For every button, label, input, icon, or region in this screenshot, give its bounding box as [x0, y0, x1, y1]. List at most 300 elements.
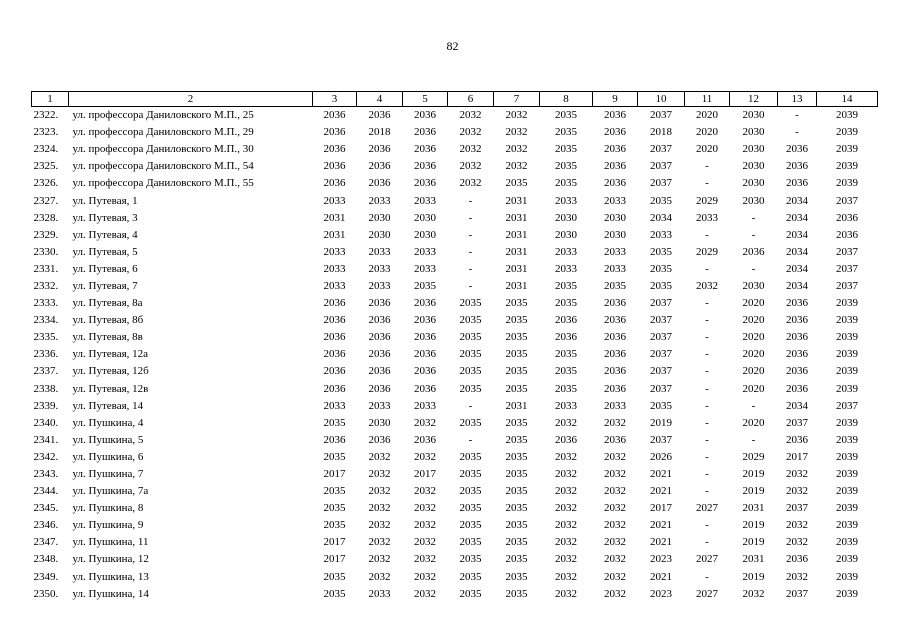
year-cell: - [705, 348, 709, 361]
year-cell: 2035 [459, 450, 482, 463]
year-cell: 2036 [604, 348, 626, 361]
year-cell: 2032 [604, 468, 626, 481]
year-cell: - [705, 450, 709, 463]
year-cell: 2035 [604, 279, 626, 292]
year-cell: 2036 [604, 143, 626, 156]
year-cell: 2036 [786, 365, 808, 378]
table-row [32, 398, 878, 415]
year-cell: 2032 [368, 485, 391, 498]
table-row [32, 586, 878, 603]
year-cell: 2036 [414, 297, 436, 310]
year-cell: 2033 [368, 587, 391, 600]
year-cell: 2032 [555, 485, 577, 498]
year-cell: 2035 [650, 262, 672, 275]
year-cell: 2036 [414, 365, 436, 378]
year-cell: - [468, 433, 473, 446]
year-cell: 2035 [505, 587, 528, 600]
address-cell: ул. Пушкина, 14 [72, 587, 149, 600]
row-number: 2325. [33, 160, 59, 173]
year-cell: 2020 [742, 297, 765, 310]
year-cell: 2035 [505, 297, 528, 310]
year-cell: 2018 [650, 126, 672, 139]
row-number: 2327. [33, 194, 59, 207]
year-cell: 2030 [604, 228, 626, 241]
year-cell: 2030 [414, 228, 436, 241]
year-cell: - [705, 160, 709, 173]
year-cell: 2036 [368, 331, 391, 344]
address-cell: ул. Пушкина, 11 [72, 536, 149, 549]
address-cell: ул. Пушкина, 13 [72, 570, 149, 583]
year-cell: 2036 [323, 126, 346, 139]
year-cell: 2030 [742, 194, 765, 207]
year-cell: 2032 [414, 553, 436, 566]
year-cell: 2039 [836, 126, 858, 139]
year-cell: 2033 [414, 194, 436, 207]
address-cell: ул. профессора Даниловского М.П., 55 [72, 177, 254, 190]
year-cell: 2033 [323, 279, 346, 292]
year-cell: 2035 [505, 502, 528, 515]
year-cell: 2036 [368, 314, 391, 327]
table-row [32, 312, 878, 329]
year-cell: 2036 [414, 126, 436, 139]
year-cell: 2039 [836, 536, 858, 549]
year-cell: 2035 [323, 570, 346, 583]
year-cell: 2035 [555, 177, 577, 190]
address-cell: ул. Пушкина, 8 [72, 502, 144, 515]
register-table [31, 91, 878, 603]
year-cell: 2031 [505, 228, 528, 241]
year-cell: 2021 [650, 468, 672, 481]
year-cell: 2032 [368, 468, 391, 481]
year-cell: 2036 [414, 382, 436, 395]
year-cell: 2032 [368, 553, 391, 566]
year-cell: 2036 [323, 109, 346, 122]
year-cell: 2035 [459, 297, 482, 310]
table-row [32, 329, 878, 346]
year-cell: - [751, 228, 756, 241]
year-cell: 2036 [604, 365, 626, 378]
year-cell: 2033 [555, 245, 577, 258]
year-cell: 2018 [368, 126, 391, 139]
year-cell: 2030 [742, 177, 765, 190]
header-cell: 10 [638, 92, 685, 107]
year-cell: 2032 [505, 160, 528, 173]
address-cell: ул. Пушкина, 4 [72, 416, 144, 429]
year-cell: 2032 [555, 502, 577, 515]
year-cell: 2034 [786, 262, 808, 275]
year-cell: 2035 [555, 279, 577, 292]
address-cell: ул. Пушкина, 7а [72, 485, 149, 498]
page-number: 82 [446, 39, 459, 53]
year-cell: 2031 [742, 553, 765, 566]
header-cell: 12 [730, 92, 778, 107]
year-cell: 2032 [555, 587, 577, 600]
year-cell: 2035 [555, 348, 577, 361]
header-cell: 3 [313, 92, 357, 107]
year-cell: 2035 [459, 553, 482, 566]
year-cell: 2037 [650, 382, 672, 395]
year-cell: 2036 [604, 382, 626, 395]
year-cell: 2035 [459, 570, 482, 583]
year-cell: 2033 [323, 245, 346, 258]
year-cell: 2032 [555, 450, 577, 463]
year-cell: 2036 [368, 433, 391, 446]
year-cell: 2035 [505, 519, 528, 532]
year-cell: 2035 [650, 399, 672, 412]
year-cell: - [705, 228, 709, 241]
row-number: 2341. [33, 433, 59, 446]
year-cell: 2035 [505, 570, 528, 583]
year-cell: 2035 [459, 519, 482, 532]
year-cell: 2031 [505, 194, 528, 207]
year-cell: 2037 [650, 109, 672, 122]
year-cell: 2039 [836, 468, 858, 481]
year-cell: - [705, 177, 709, 190]
year-cell: 2032 [786, 468, 808, 481]
year-cell: 2035 [505, 553, 528, 566]
year-cell: - [468, 279, 473, 292]
address-cell: ул. Путевая, 1 [72, 194, 138, 207]
year-cell: 2035 [414, 279, 436, 292]
year-cell: 2020 [742, 348, 765, 361]
year-cell: 2036 [368, 348, 391, 361]
year-cell: 2030 [742, 126, 765, 139]
year-cell: - [705, 416, 709, 429]
table-row [32, 261, 878, 278]
year-cell: 2035 [323, 450, 346, 463]
address-cell: ул. Пушкина, 9 [72, 519, 144, 532]
year-cell: - [751, 211, 756, 224]
year-cell: 2017 [323, 553, 346, 566]
year-cell: 2034 [786, 399, 808, 412]
year-cell: 2031 [505, 279, 528, 292]
year-cell: 2035 [505, 433, 528, 446]
year-cell: 2033 [323, 399, 346, 412]
table-row [32, 278, 878, 295]
row-number: 2349. [33, 570, 59, 583]
year-cell: 2029 [742, 450, 765, 463]
year-cell: 2036 [414, 177, 436, 190]
year-cell: 2031 [323, 228, 346, 241]
year-cell: - [705, 314, 709, 327]
year-cell: 2032 [555, 416, 577, 429]
table-body [32, 107, 878, 603]
address-cell: ул. профессора Даниловского М.П., 25 [72, 109, 254, 122]
year-cell: - [751, 433, 756, 446]
table-row [32, 346, 878, 363]
address-cell: ул. Пушкина, 5 [72, 433, 144, 446]
year-cell: 2035 [459, 382, 482, 395]
year-cell: 2029 [696, 245, 718, 258]
year-cell: 2030 [742, 160, 765, 173]
year-cell: 2036 [786, 143, 808, 156]
row-number: 2346. [33, 519, 59, 532]
table-row [32, 551, 878, 568]
year-cell: 2019 [650, 416, 672, 429]
year-cell: 2037 [650, 143, 672, 156]
row-number: 2343. [33, 468, 59, 481]
year-cell: 2035 [650, 279, 672, 292]
year-cell: - [705, 433, 709, 446]
year-cell: 2036 [604, 109, 626, 122]
year-cell: 2036 [323, 433, 346, 446]
year-cell: 2027 [696, 587, 718, 600]
row-number: 2345. [33, 502, 59, 515]
table-row [32, 517, 878, 534]
year-cell: 2030 [742, 109, 765, 122]
address-cell: ул. Путевая, 3 [72, 211, 138, 224]
year-cell: 2032 [555, 468, 577, 481]
year-cell: 2033 [604, 262, 626, 275]
year-cell: 2032 [786, 519, 808, 532]
year-cell: 2020 [742, 416, 765, 429]
row-number: 2329. [33, 228, 59, 241]
header-cell: 6 [448, 92, 494, 107]
year-cell: 2037 [650, 433, 672, 446]
row-number: 2333. [33, 297, 59, 310]
year-cell: 2036 [323, 348, 346, 361]
year-cell: 2039 [836, 519, 858, 532]
year-cell: 2019 [742, 536, 765, 549]
year-cell: 2035 [323, 416, 346, 429]
table-row [32, 124, 878, 141]
year-cell: 2035 [459, 348, 482, 361]
year-cell: 2030 [604, 211, 626, 224]
year-cell: 2035 [459, 416, 482, 429]
year-cell: 2039 [836, 109, 858, 122]
year-cell: 2027 [696, 553, 718, 566]
year-cell: 2039 [836, 416, 858, 429]
year-cell: 2019 [742, 519, 765, 532]
year-cell: 2036 [836, 228, 858, 241]
year-cell: 2034 [786, 194, 808, 207]
header-cell: 13 [778, 92, 817, 107]
year-cell: 2037 [650, 297, 672, 310]
year-cell: 2036 [786, 160, 808, 173]
year-cell: 2031 [505, 399, 528, 412]
year-cell: 2039 [836, 297, 858, 310]
address-cell: ул. Путевая, 7 [72, 279, 138, 292]
year-cell: 2020 [696, 143, 718, 156]
year-cell: 2036 [414, 160, 436, 173]
row-number: 2339. [33, 399, 59, 412]
year-cell: 2032 [368, 519, 391, 532]
table-row [32, 534, 878, 551]
table-row [32, 500, 878, 517]
year-cell: 2032 [459, 143, 482, 156]
year-cell: 2037 [836, 262, 858, 275]
year-cell: 2034 [650, 211, 672, 224]
year-cell: 2036 [786, 314, 808, 327]
year-cell: 2035 [555, 143, 577, 156]
year-cell: 2036 [414, 331, 436, 344]
year-cell: 2029 [696, 194, 718, 207]
year-cell: 2035 [459, 485, 482, 498]
year-cell: 2032 [459, 126, 482, 139]
year-cell: 2019 [742, 570, 765, 583]
year-cell: 2020 [696, 109, 718, 122]
year-cell: 2036 [786, 177, 808, 190]
year-cell: 2033 [650, 228, 672, 241]
year-cell: 2037 [650, 314, 672, 327]
year-cell: 2033 [414, 245, 436, 258]
table-row [32, 295, 878, 312]
year-cell: 2035 [505, 485, 528, 498]
year-cell: 2037 [836, 194, 858, 207]
year-cell: 2020 [742, 365, 765, 378]
year-cell: - [468, 399, 473, 412]
year-cell: 2035 [459, 536, 482, 549]
header-cell: 4 [357, 92, 403, 107]
year-cell: 2032 [786, 570, 808, 583]
year-cell: 2032 [604, 450, 626, 463]
year-cell: 2035 [505, 382, 528, 395]
address-cell: ул. профессора Даниловского М.П., 30 [72, 143, 254, 156]
year-cell: 2032 [414, 536, 436, 549]
year-cell: 2036 [604, 297, 626, 310]
year-cell: - [705, 399, 709, 412]
header-cell: 9 [593, 92, 638, 107]
year-cell: 2032 [414, 416, 436, 429]
year-cell: 2021 [650, 536, 672, 549]
year-cell: 2036 [414, 109, 436, 122]
row-number: 2342. [33, 450, 59, 463]
year-cell: 2027 [696, 502, 718, 515]
year-cell: 2035 [505, 416, 528, 429]
year-cell: 2035 [323, 485, 346, 498]
year-cell: 2031 [742, 502, 765, 515]
year-cell: 2036 [323, 297, 346, 310]
year-cell: 2033 [555, 399, 577, 412]
table-row [32, 363, 878, 380]
year-cell: 2036 [323, 365, 346, 378]
table-row [32, 227, 878, 244]
year-cell: - [468, 194, 473, 207]
year-cell: 2036 [323, 143, 346, 156]
year-cell: 2034 [786, 279, 808, 292]
row-number: 2338. [33, 382, 59, 395]
year-cell: - [705, 536, 709, 549]
year-cell: 2035 [459, 468, 482, 481]
year-cell: 2032 [696, 279, 718, 292]
header-cell: 7 [494, 92, 540, 107]
year-cell: 2030 [368, 416, 391, 429]
year-cell: 2032 [414, 485, 436, 498]
year-cell: 2032 [555, 553, 577, 566]
year-cell: 2036 [604, 177, 626, 190]
year-cell: 2032 [414, 570, 436, 583]
year-cell: 2036 [786, 433, 808, 446]
year-cell: 2039 [836, 553, 858, 566]
year-cell: 2033 [604, 399, 626, 412]
year-cell: 2039 [836, 382, 858, 395]
year-cell: 2034 [786, 228, 808, 241]
year-cell: - [705, 519, 709, 532]
year-cell: 2017 [786, 450, 808, 463]
year-cell: 2021 [650, 485, 672, 498]
year-cell: 2021 [650, 519, 672, 532]
year-cell: 2037 [650, 331, 672, 344]
year-cell: 2035 [555, 160, 577, 173]
year-cell: 2035 [323, 519, 346, 532]
year-cell: - [795, 126, 799, 139]
header-cell: 2 [69, 92, 313, 107]
table-row [32, 141, 878, 158]
year-cell: 2032 [505, 143, 528, 156]
year-cell: 2035 [505, 348, 528, 361]
year-cell: 2032 [786, 536, 808, 549]
address-cell: ул. Пушкина, 12 [72, 553, 149, 566]
year-cell: 2030 [368, 211, 391, 224]
year-cell: 2037 [786, 416, 808, 429]
header-cell: 5 [403, 92, 448, 107]
year-cell: 2033 [368, 194, 391, 207]
year-cell: 2032 [368, 570, 391, 583]
year-cell: 2033 [555, 262, 577, 275]
year-cell: 2032 [604, 519, 626, 532]
year-cell: 2032 [505, 126, 528, 139]
year-cell: - [705, 485, 709, 498]
year-cell: - [705, 331, 709, 344]
year-cell: 2036 [414, 433, 436, 446]
row-number: 2331. [33, 262, 59, 275]
year-cell: 2017 [323, 468, 346, 481]
table-row [32, 244, 878, 261]
year-cell: 2032 [459, 177, 482, 190]
year-cell: 2036 [604, 160, 626, 173]
row-number: 2348. [33, 553, 59, 566]
year-cell: 2036 [604, 126, 626, 139]
year-cell: 2032 [604, 416, 626, 429]
year-cell: 2033 [414, 399, 436, 412]
row-number: 2328. [33, 211, 59, 224]
year-cell: 2032 [604, 570, 626, 583]
year-cell: 2035 [323, 502, 346, 515]
year-cell: 2037 [650, 177, 672, 190]
year-cell: 2036 [368, 160, 391, 173]
year-cell: 2031 [505, 211, 528, 224]
year-cell: - [751, 262, 756, 275]
address-cell: ул. Путевая, 14 [72, 399, 144, 412]
table-row [32, 415, 878, 432]
year-cell: 2036 [323, 160, 346, 173]
year-cell: 2032 [604, 502, 626, 515]
year-cell: 2030 [742, 143, 765, 156]
year-cell: 2035 [459, 365, 482, 378]
year-cell: 2036 [604, 314, 626, 327]
year-cell: - [751, 399, 756, 412]
row-number: 2340. [33, 416, 59, 429]
year-cell: 2035 [650, 194, 672, 207]
year-cell: 2035 [650, 245, 672, 258]
year-cell: 2036 [786, 297, 808, 310]
year-cell: 2037 [786, 502, 808, 515]
year-cell: 2036 [368, 297, 391, 310]
year-cell: 2019 [742, 485, 765, 498]
year-cell: 2035 [505, 450, 528, 463]
year-cell: 2020 [742, 314, 765, 327]
year-cell: 2032 [459, 160, 482, 173]
address-cell: ул. Путевая, 12в [72, 382, 149, 395]
row-number: 2336. [33, 348, 59, 361]
year-cell: 2039 [836, 450, 858, 463]
year-cell: - [705, 262, 709, 275]
header-cell: 14 [817, 92, 878, 107]
year-cell: 2032 [368, 502, 391, 515]
year-cell: 2036 [414, 143, 436, 156]
row-number: 2347. [33, 536, 59, 549]
year-cell: - [705, 468, 709, 481]
